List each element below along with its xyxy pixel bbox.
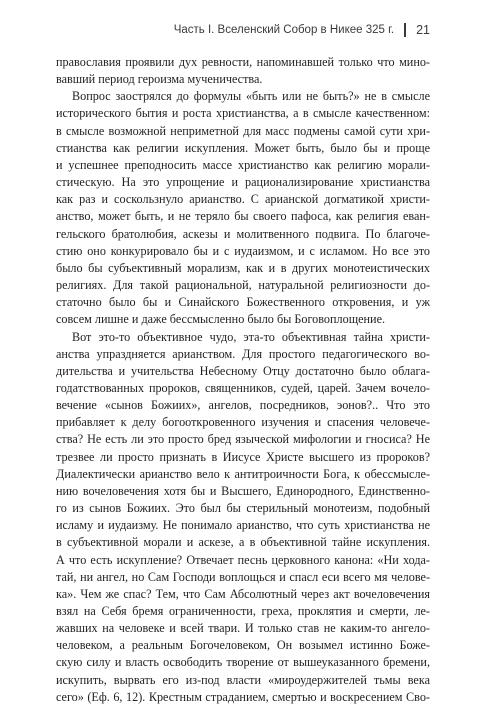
text-line: ства? Не есть ли это просто бред языческой мифологии и гносиса? Не bbox=[56, 432, 430, 447]
text-line: тай, ни ангел, но Сам Господи воплощься и спасл еси всего мя челове- bbox=[56, 569, 430, 584]
text-line: сего» (Еф. 6, 12). Крестным страданием, смертью и воскресением Сво- bbox=[56, 689, 430, 704]
text-line: ка». Чем же спас? Тем, что Сам Абсолютный через акт вочеловечения bbox=[56, 586, 430, 601]
text-line: го из сынов Божиих. Это был бы стерильный монотеизм, подобный bbox=[56, 501, 430, 516]
text-line: Вот это-то объективное чудо, эта-то объективная тайна христи- bbox=[72, 329, 430, 344]
text-line: в субъективной морали и аскезе, а в объективной тайне искупления. bbox=[56, 535, 430, 550]
text-line: взял на Себя бремя ограниченности, греха, проклятия и смерти, ле- bbox=[56, 604, 430, 618]
text-line: православия проявили дух ревности, напоминавшей только что мино- bbox=[56, 55, 430, 69]
text-line: и успешнее преподносить массе христианство как религию морали- bbox=[56, 157, 430, 172]
text-line: человеком, а реальным Богочеловеком, Он возымел истинно Боже- bbox=[56, 638, 430, 653]
text-line: анства упраздняется арианством. Для простого педагогического во- bbox=[56, 346, 430, 361]
text-line: анство, может быть, и не теряло бы своего пафоса, как религия еван- bbox=[56, 209, 430, 224]
text-line: статочно было бы и Синайского Божественного откровения, и уж bbox=[56, 295, 430, 310]
body-text bbox=[56, 54, 430, 706]
text-line: совсем лишне и даже бессмысленно было бы Боговоплощение. bbox=[56, 312, 386, 327]
text-line: Вопрос заострялся до формулы «быть или не быть?» не в смысле bbox=[72, 89, 430, 104]
text-line: Диалектически арианство вело к антитроичности Бога, к обессмысле- bbox=[56, 466, 430, 481]
text-line: в смысле возможной неприметной для масс подмены самой сути хри- bbox=[56, 123, 430, 138]
text-line: А что есть искупление? Отвечает песнь церковного канона: «Ни хода- bbox=[56, 552, 430, 567]
text-line: искупить, вырвать его из-под власти «мироудержителей тьмы века bbox=[56, 672, 430, 687]
text-line: стию оно конкурировало бы и с иудаизмом, и с исламом. Но все это bbox=[56, 243, 430, 258]
text-line: нию вочеловечения хотя бы и Высшего, Единородного, Единственно- bbox=[56, 483, 430, 498]
text-line: скую силу и власть освободить творение от вышеуказанного бремени, bbox=[56, 655, 430, 670]
text-line: прибавляет к делу богооткровенного изучения и спасения человече- bbox=[56, 415, 430, 430]
text-line: трезвее ли просто признать в Иисусе Христе высшего из пророков? bbox=[56, 449, 430, 464]
text-line: годатствованных пророков, священников, судей, царей. Зачем вочело- bbox=[56, 380, 430, 395]
text-line: было бы субъективный морализм, как и в других монотеистических bbox=[56, 260, 430, 275]
header-separator bbox=[404, 23, 406, 37]
text-line: религиях. Для такой рациональной, натуральной религиозности до- bbox=[56, 278, 430, 293]
text-line: дительства и учительства Небесному Отцу достаточно было облага- bbox=[56, 363, 430, 378]
text-line: стианства как религии искупления. Может быть, было бы и проще bbox=[56, 140, 430, 155]
running-title: Часть I. Вселенский Собор в Никее 325 г. bbox=[173, 24, 395, 36]
text-line: исторического бытия и роста христианства, а в смысле качественном: bbox=[56, 106, 430, 121]
page-number: 21 bbox=[416, 23, 430, 37]
text-line: стическую. На это упрощение и рационализирование христианства bbox=[56, 175, 430, 190]
running-header bbox=[174, 23, 430, 37]
text-line: как раз и соскользнуло арианство. С арианской догматикой христи- bbox=[56, 192, 430, 207]
text-line: вечение «сынов Божиих», ангелов, посредников, эонов?.. Что это bbox=[56, 398, 430, 413]
text-line: исламу и иудаизму. Не понимало арианство, что суть христианства не bbox=[56, 518, 430, 533]
text-line: вавший период героизма мученичества. bbox=[56, 72, 263, 87]
text-line: жавших на человеке и всей твари. И только став не каким-то ангело- bbox=[56, 621, 430, 636]
text-line: гельского братолюбия, аскезы и молитвенного подвига. По благоче- bbox=[56, 226, 430, 241]
